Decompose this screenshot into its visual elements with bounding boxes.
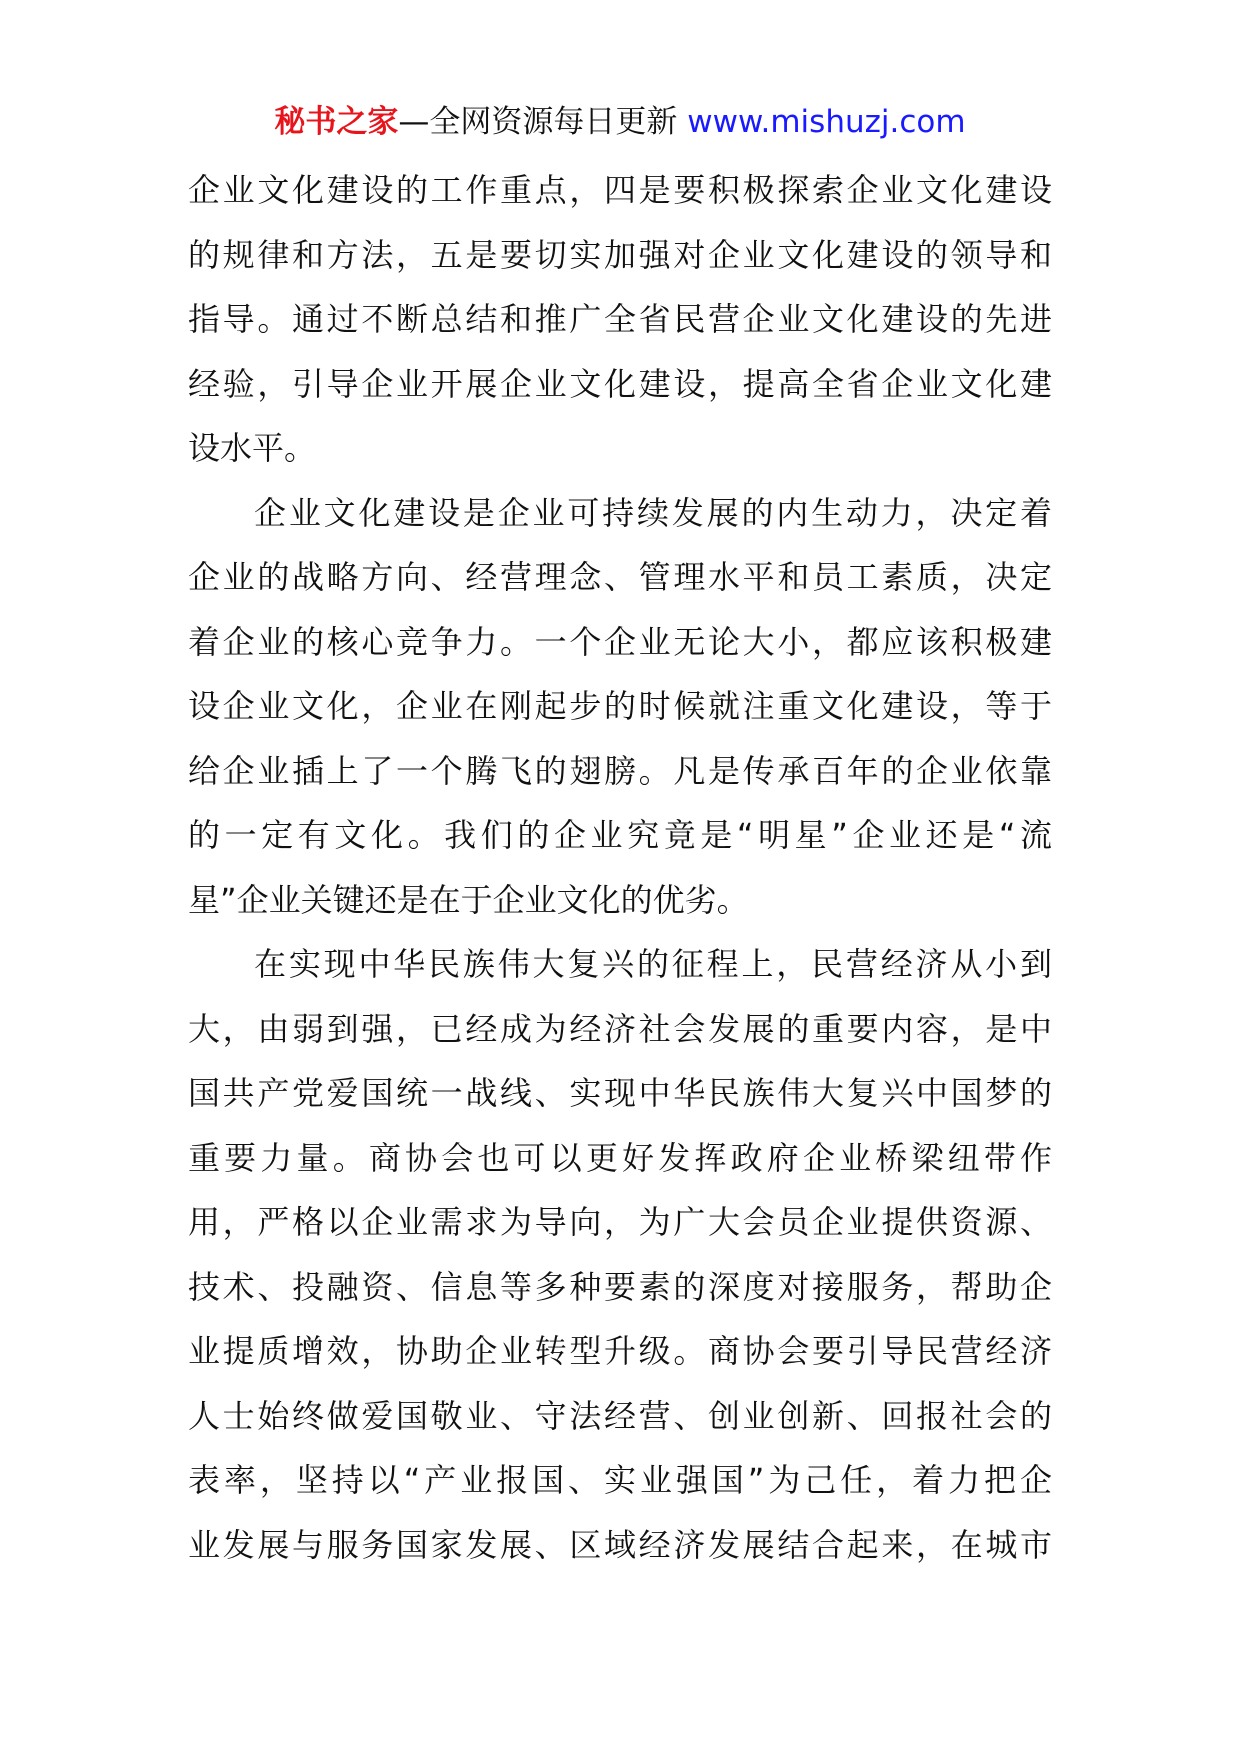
paragraph	[188, 158, 1052, 481]
text-line: 企业的战略方向、经营理念、管理水平和员工素质，决定	[188, 558, 1052, 596]
text-line: 给企业插上了一个腾飞的翅膀。凡是传承百年的企业依靠	[188, 751, 1052, 790]
paragraph	[188, 932, 1052, 1577]
text-line: 人士始终做爱国敬业、守法经营、创业创新、回报社会的	[188, 1396, 1052, 1435]
text-line: 业提质增效，协助企业转型升级。商协会要引导民营经济	[188, 1332, 1052, 1370]
text-line: 重要力量。商协会也可以更好发挥政府企业桥梁纽带作	[188, 1138, 1052, 1177]
brand-name: 秘书之家	[274, 104, 399, 140]
text-line: 用，严格以企业需求为导向，为广大会员企业提供资源、	[188, 1203, 1052, 1241]
text-line: 星”企业关键还是在于企业文化的优劣。	[188, 880, 749, 919]
text-line: 指导。通过不断总结和推广全省民营企业文化建设的先进	[188, 300, 1052, 338]
text-line: 在实现中华民族伟大复兴的征程上，民营经济从小到	[254, 945, 1052, 983]
text-line: 表率，坚持以“产业报国、实业强国”为己任，着力把企	[188, 1461, 1052, 1499]
text-line: 着企业的核心竞争力。一个企业无论大小，都应该积极建	[188, 622, 1052, 661]
text-line: 技术、投融资、信息等多种要素的深度对接服务，帮助企	[188, 1267, 1052, 1306]
text-line: 大，由弱到强，已经成为经济社会发展的重要内容，是中	[188, 1009, 1052, 1048]
text-line: 业发展与服务国家发展、区域经济发展结合起来，在城市	[188, 1525, 1052, 1564]
site-url-link[interactable]: www.mishuzj.com	[687, 104, 966, 140]
text-line: 设企业文化，企业在刚起步的时候就注重文化建设，等于	[188, 687, 1052, 725]
text-line: 设水平。	[188, 429, 317, 467]
text-line: 经验，引导企业开展企业文化建设，提高全省企业文化建	[188, 364, 1052, 403]
header-slogan: —全网资源每日更新	[398, 104, 678, 140]
page-header	[0, 100, 1240, 144]
text-line: 的规律和方法，五是要切实加强对企业文化建设的领导和	[188, 235, 1052, 274]
text-line: 的一定有文化。我们的企业究竟是“明星”企业还是“流	[188, 816, 1052, 854]
text-line: 企业文化建设的工作重点，四是要积极探索企业文化建设	[188, 171, 1052, 209]
text-line: 国共产党爱国统一战线、实现中华民族伟大复兴中国梦的	[188, 1074, 1052, 1112]
document-body	[188, 158, 1052, 1577]
paragraph	[188, 481, 1052, 933]
text-line: 企业文化建设是企业可持续发展的内生动力，决定着	[254, 493, 1052, 532]
